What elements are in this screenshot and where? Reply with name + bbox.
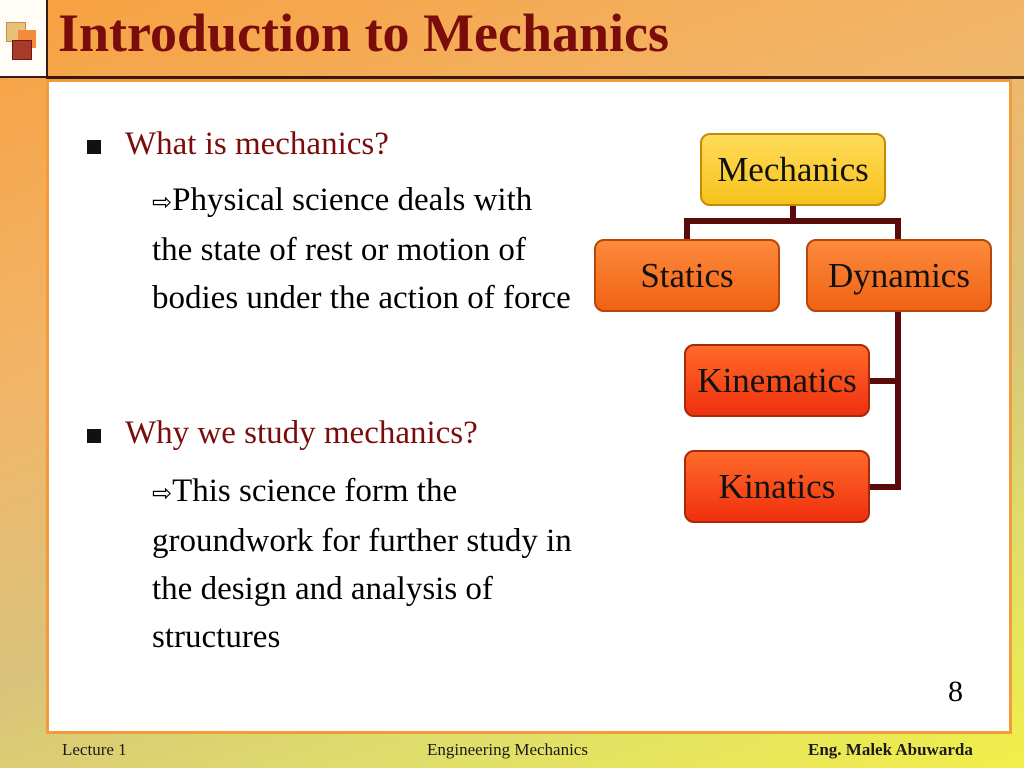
arrow-icon: ⇨ — [152, 479, 173, 507]
logo-squares — [0, 0, 48, 78]
connector-kinematics — [867, 378, 901, 384]
diagram-node-dynamics: Dynamics — [806, 239, 992, 312]
footer-author: Eng. Malek Abuwarda — [808, 740, 973, 759]
square-bullet-icon — [87, 429, 101, 443]
bullet-question: What is mechanics? — [125, 126, 389, 162]
content-panel — [46, 79, 1012, 734]
page-number: 8 — [948, 675, 963, 708]
bullet-answer-block — [152, 467, 572, 661]
square-bullet-icon — [87, 140, 101, 154]
connector-kinatics — [867, 484, 901, 490]
decor-square-red — [12, 40, 32, 60]
bullet-answer-block — [152, 176, 572, 322]
arrow-icon: ⇨ — [152, 188, 173, 216]
bullet-item — [87, 415, 478, 452]
bullet-answer: Physical science deals with the state of rest or motion of bodies under the action of force — [152, 182, 571, 316]
diagram-node-kinatics: Kinatics — [684, 450, 870, 523]
diagram-node-statics: Statics — [594, 239, 780, 312]
bullet-answer: This science form the groundwork for further study in the design and analysis of structures — [152, 473, 572, 655]
diagram-node-mechanics: Mechanics — [700, 133, 886, 206]
connector-dynamics-children — [895, 310, 901, 490]
footer-lecture: Lecture 1 — [62, 740, 127, 759]
slide-title: Introduction to Mechanics — [58, 3, 670, 63]
connector-horizontal — [684, 218, 901, 224]
diagram-node-kinematics: Kinematics — [684, 344, 870, 417]
bullet-item — [87, 126, 389, 163]
bullet-question: Why we study mechanics? — [125, 415, 478, 451]
footer-course: Engineering Mechanics — [427, 740, 588, 759]
